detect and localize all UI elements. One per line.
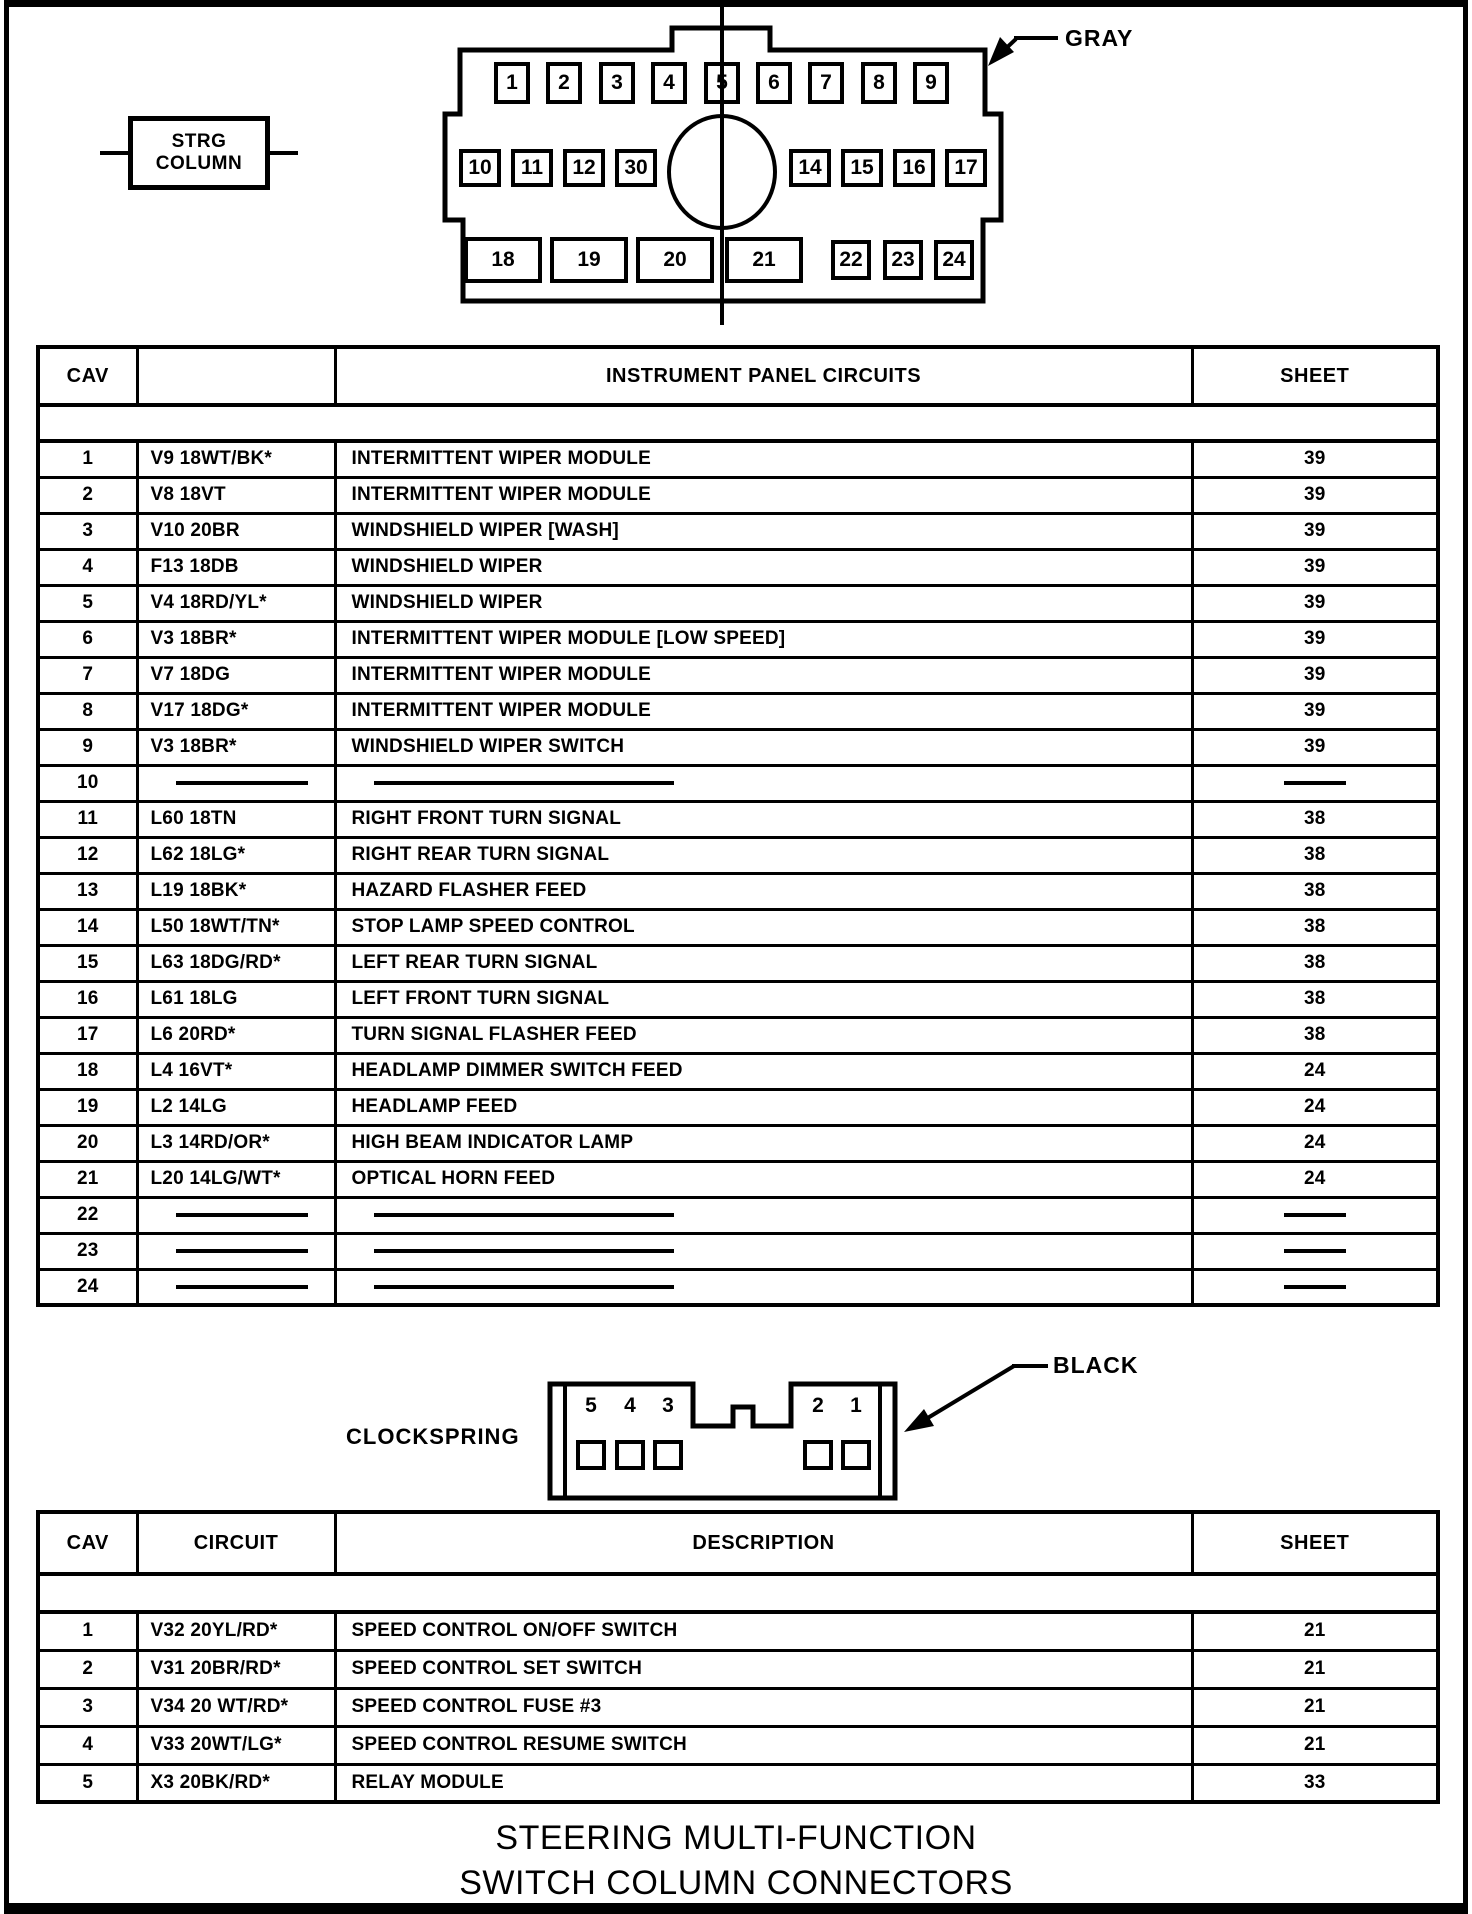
circuit-cell: V4 18RD/YL*	[137, 585, 335, 621]
circuit-cell: V3 18BR*	[137, 729, 335, 765]
table-row	[38, 837, 1438, 873]
pin-box	[803, 1440, 833, 1470]
cav-cell: 7	[38, 657, 137, 693]
circuit-cell: L19 18BK*	[137, 873, 335, 909]
description-cell: RELAY MODULE	[335, 1764, 1192, 1802]
page-title-line2: SWITCH COLUMN CONNECTORS	[459, 1863, 1013, 1902]
cav-cell: 21	[38, 1161, 137, 1197]
table-row	[38, 621, 1438, 657]
description-cell: INTERMITTENT WIPER MODULE	[335, 657, 1192, 693]
description-cell: SPEED CONTROL FUSE #3	[335, 1688, 1192, 1726]
cav-cell: 11	[38, 801, 137, 837]
black-leader-diagonal	[926, 1366, 1014, 1419]
circuit-cell: V7 18DG	[137, 657, 335, 693]
description-cell	[335, 765, 1192, 801]
circuit-cell: V32 20YL/RD*	[137, 1612, 335, 1650]
cav-cell: 12	[38, 837, 137, 873]
table-row	[38, 1197, 1438, 1233]
table-row	[38, 765, 1438, 801]
circuit-cell: L62 18LG*	[137, 837, 335, 873]
circuit-cell: L4 16VT*	[137, 1053, 335, 1089]
circuit-cell: V9 18WT/BK*	[137, 441, 335, 477]
clockspring-label: CLOCKSPRING	[346, 1424, 520, 1449]
pin-box: 8	[861, 62, 897, 104]
sheet-cell: 21	[1192, 1650, 1438, 1688]
description-cell	[335, 1197, 1192, 1233]
cav-cell: 14	[38, 909, 137, 945]
table-row	[38, 1053, 1438, 1089]
circuit-cell: L2 14LG	[137, 1089, 335, 1125]
sheet-cell: 38	[1192, 873, 1438, 909]
pin-box: 19	[550, 237, 628, 283]
pin-box: 11	[511, 149, 553, 187]
cav-cell: 1	[38, 441, 137, 477]
sheet-cell: 21	[1192, 1688, 1438, 1726]
description-cell: STOP LAMP SPEED CONTROL	[335, 909, 1192, 945]
pin-box: 18	[464, 237, 542, 283]
pin-box: 14	[789, 149, 831, 187]
table-row	[38, 1688, 1438, 1726]
cav-cell: 2	[38, 1650, 137, 1688]
table-row	[38, 1269, 1438, 1305]
circuit-cell: V31 20BR/RD*	[137, 1650, 335, 1688]
sheet-cell: 38	[1192, 801, 1438, 837]
sheet-cell: 39	[1192, 477, 1438, 513]
pin-box: 3	[599, 62, 635, 104]
instrument-panel-table	[36, 345, 1440, 1307]
description-cell: WINDSHIELD WIPER [WASH]	[335, 513, 1192, 549]
strg-column-box	[128, 116, 270, 190]
gray-arrowhead-icon	[988, 37, 1014, 66]
sheet-cell	[1192, 1233, 1438, 1269]
table-row	[38, 513, 1438, 549]
pin-box: 10	[459, 149, 501, 187]
cav-cell: 4	[38, 1726, 137, 1764]
black-color-label: BLACK	[1053, 1352, 1139, 1378]
empty-cavity-dash	[1284, 1249, 1346, 1253]
description-cell: INTERMITTENT WIPER MODULE [LOW SPEED]	[335, 621, 1192, 657]
sheet-cell: 24	[1192, 1125, 1438, 1161]
cav-cell: 2	[38, 477, 137, 513]
pin-box: 24	[934, 240, 974, 280]
cav-cell: 3	[38, 1688, 137, 1726]
description-cell	[335, 1269, 1192, 1305]
table-row	[38, 657, 1438, 693]
cav-cell: 1	[38, 1612, 137, 1650]
column-header: DESCRIPTION	[335, 1512, 1192, 1574]
table-row	[38, 873, 1438, 909]
column-header	[137, 347, 335, 405]
description-cell: HAZARD FLASHER FEED	[335, 873, 1192, 909]
column-header: SHEET	[1192, 1512, 1438, 1574]
table-row	[38, 1089, 1438, 1125]
sheet-cell: 39	[1192, 693, 1438, 729]
description-cell	[335, 1233, 1192, 1269]
cav-cell: 8	[38, 693, 137, 729]
pin-number: 5	[585, 1394, 597, 1417]
circuit-cell: L50 18WT/TN*	[137, 909, 335, 945]
circuit-cell	[137, 765, 335, 801]
description-cell: HEADLAMP FEED	[335, 1089, 1192, 1125]
sheet-cell: 24	[1192, 1089, 1438, 1125]
sheet-cell: 38	[1192, 909, 1438, 945]
circuit-cell	[137, 1197, 335, 1233]
description-cell: RIGHT REAR TURN SIGNAL	[335, 837, 1192, 873]
gray-color-label: GRAY	[1065, 25, 1134, 51]
description-cell: LEFT REAR TURN SIGNAL	[335, 945, 1192, 981]
header-divider-cell	[38, 1574, 1438, 1612]
sheet-cell: 24	[1192, 1053, 1438, 1089]
pin-box: 16	[893, 149, 935, 187]
pin-number: 1	[850, 1394, 862, 1417]
circuit-cell: L60 18TN	[137, 801, 335, 837]
sheet-cell: 33	[1192, 1764, 1438, 1802]
table-row	[38, 1612, 1438, 1650]
pin-number: 3	[662, 1394, 674, 1417]
pin-box: 17	[945, 149, 987, 187]
sheet-cell: 38	[1192, 1017, 1438, 1053]
description-cell: SPEED CONTROL SET SWITCH	[335, 1650, 1192, 1688]
sheet-cell	[1192, 1197, 1438, 1233]
sheet-cell: 39	[1192, 657, 1438, 693]
header-divider-row	[38, 1574, 1438, 1612]
sheet-cell: 39	[1192, 441, 1438, 477]
circuit-cell: V8 18VT	[137, 477, 335, 513]
description-cell: WINDSHIELD WIPER	[335, 585, 1192, 621]
description-cell: OPTICAL HORN FEED	[335, 1161, 1192, 1197]
sheet-cell: 39	[1192, 549, 1438, 585]
description-cell: HIGH BEAM INDICATOR LAMP	[335, 1125, 1192, 1161]
column-header: CIRCUIT	[137, 1512, 335, 1574]
strg-column-label-line2: COLUMN	[155, 153, 243, 174]
header-divider-cell	[38, 405, 1438, 441]
pin-box: 6	[756, 62, 792, 104]
description-cell: SPEED CONTROL RESUME SWITCH	[335, 1726, 1192, 1764]
circuit-cell: L3 14RD/OR*	[137, 1125, 335, 1161]
empty-cavity-dash	[374, 1213, 674, 1217]
page-title	[0, 1816, 1472, 1906]
table-row	[38, 693, 1438, 729]
pin-box: 2	[546, 62, 582, 104]
circuit-cell: V33 20WT/LG*	[137, 1726, 335, 1764]
description-cell: LEFT FRONT TURN SIGNAL	[335, 981, 1192, 1017]
header-divider-row	[38, 405, 1438, 441]
cav-cell: 24	[38, 1269, 137, 1305]
description-cell: HEADLAMP DIMMER SWITCH FEED	[335, 1053, 1192, 1089]
table-row	[38, 945, 1438, 981]
pin-box	[615, 1440, 645, 1470]
table-row	[38, 1764, 1438, 1802]
cav-cell: 9	[38, 729, 137, 765]
pin-box: 30	[615, 149, 657, 187]
description-cell: WINDSHIELD WIPER	[335, 549, 1192, 585]
table-row	[38, 585, 1438, 621]
empty-cavity-dash	[1284, 781, 1346, 785]
circuit-cell: X3 20BK/RD*	[137, 1764, 335, 1802]
circuit-cell: V3 18BR*	[137, 621, 335, 657]
empty-cavity-dash	[374, 1249, 674, 1253]
sheet-cell: 39	[1192, 585, 1438, 621]
table-header-row	[38, 347, 1438, 405]
cav-cell: 19	[38, 1089, 137, 1125]
pin-box	[841, 1440, 871, 1470]
cav-cell: 22	[38, 1197, 137, 1233]
empty-cavity-dash	[176, 1213, 308, 1217]
strg-box-right-tick	[270, 151, 298, 155]
cav-cell: 13	[38, 873, 137, 909]
page-title-line1: STEERING MULTI-FUNCTION	[495, 1819, 977, 1857]
pin-box: 7	[808, 62, 844, 104]
table-row	[38, 981, 1438, 1017]
circuit-cell: F13 18DB	[137, 549, 335, 585]
pin-box: 1	[494, 62, 530, 104]
table-row	[38, 909, 1438, 945]
table-row	[38, 549, 1438, 585]
pin-box: 5	[704, 62, 740, 104]
pin-box	[576, 1440, 606, 1470]
description-cell: INTERMITTENT WIPER MODULE	[335, 477, 1192, 513]
table-row	[38, 1726, 1438, 1764]
description-cell: TURN SIGNAL FLASHER FEED	[335, 1017, 1192, 1053]
pin-box: 15	[841, 149, 883, 187]
black-arrowhead-icon	[904, 1409, 934, 1432]
circuit-cell: V34 20 WT/RD*	[137, 1688, 335, 1726]
circuit-cell	[137, 1269, 335, 1305]
empty-cavity-dash	[1284, 1213, 1346, 1217]
circuit-cell: L6 20RD*	[137, 1017, 335, 1053]
table-row	[38, 1161, 1438, 1197]
circuit-cell: V10 20BR	[137, 513, 335, 549]
table-row	[38, 1017, 1438, 1053]
cav-cell: 4	[38, 549, 137, 585]
pin-number: 2	[812, 1394, 824, 1417]
empty-cavity-dash	[176, 781, 308, 785]
pin-number: 4	[624, 1394, 636, 1417]
cav-cell: 17	[38, 1017, 137, 1053]
circuit-cell: L61 18LG	[137, 981, 335, 1017]
cav-cell: 23	[38, 1233, 137, 1269]
description-cell: WINDSHIELD WIPER SWITCH	[335, 729, 1192, 765]
description-cell: SPEED CONTROL ON/OFF SWITCH	[335, 1612, 1192, 1650]
sheet-cell: 38	[1192, 945, 1438, 981]
sheet-cell: 38	[1192, 981, 1438, 1017]
cav-cell: 5	[38, 585, 137, 621]
column-header: CAV	[38, 347, 137, 405]
description-cell: RIGHT FRONT TURN SIGNAL	[335, 801, 1192, 837]
table-row	[38, 801, 1438, 837]
table-row	[38, 729, 1438, 765]
pin-box: 21	[725, 237, 803, 283]
cav-cell: 20	[38, 1125, 137, 1161]
column-header: INSTRUMENT PANEL CIRCUITS	[335, 347, 1192, 405]
speed-control-table	[36, 1510, 1440, 1804]
pin-box: 20	[636, 237, 714, 283]
empty-cavity-dash	[374, 1285, 674, 1289]
cav-cell: 5	[38, 1764, 137, 1802]
sheet-cell: 21	[1192, 1612, 1438, 1650]
cav-cell: 15	[38, 945, 137, 981]
strg-box-left-tick	[100, 151, 128, 155]
circuit-cell: L63 18DG/RD*	[137, 945, 335, 981]
cav-cell: 18	[38, 1053, 137, 1089]
cav-cell: 10	[38, 765, 137, 801]
sheet-cell: 39	[1192, 621, 1438, 657]
empty-cavity-dash	[1284, 1285, 1346, 1289]
sheet-cell: 39	[1192, 729, 1438, 765]
pin-box	[653, 1440, 683, 1470]
empty-cavity-dash	[176, 1249, 308, 1253]
pin-box: 12	[563, 149, 605, 187]
pin-box: 23	[883, 240, 923, 280]
column-header: CAV	[38, 1512, 137, 1574]
description-cell: INTERMITTENT WIPER MODULE	[335, 693, 1192, 729]
table-row	[38, 441, 1438, 477]
pin-box: 22	[831, 240, 871, 280]
circuit-cell: L20 14LG/WT*	[137, 1161, 335, 1197]
sheet-cell	[1192, 1269, 1438, 1305]
table-header-row	[38, 1512, 1438, 1574]
circuit-cell	[137, 1233, 335, 1269]
empty-cavity-dash	[176, 1285, 308, 1289]
sheet-cell: 39	[1192, 513, 1438, 549]
column-header: SHEET	[1192, 347, 1438, 405]
strg-column-label-line1: STRG	[171, 131, 227, 153]
sheet-cell: 21	[1192, 1726, 1438, 1764]
sheet-cell: 38	[1192, 837, 1438, 873]
sheet-cell	[1192, 765, 1438, 801]
pin-box: 9	[913, 62, 949, 104]
pin-box: 4	[651, 62, 687, 104]
table-row	[38, 1233, 1438, 1269]
sheet-cell: 24	[1192, 1161, 1438, 1197]
cav-cell: 3	[38, 513, 137, 549]
empty-cavity-dash	[374, 781, 674, 785]
circuit-cell: V17 18DG*	[137, 693, 335, 729]
cav-cell: 16	[38, 981, 137, 1017]
description-cell: INTERMITTENT WIPER MODULE	[335, 441, 1192, 477]
table-row	[38, 477, 1438, 513]
table-row	[38, 1650, 1438, 1688]
table-row	[38, 1125, 1438, 1161]
cav-cell: 6	[38, 621, 137, 657]
